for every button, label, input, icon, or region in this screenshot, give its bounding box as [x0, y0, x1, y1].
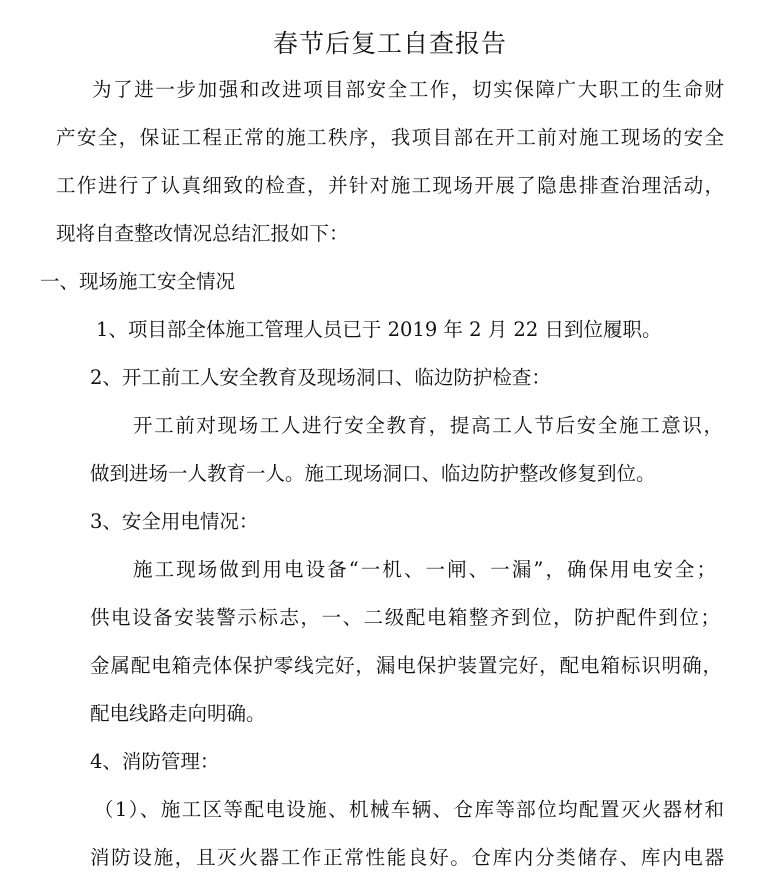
paragraph-line: 供电设备安装警示标志，一、二级配电箱整齐到位，防护配件到位；	[90, 606, 720, 629]
paragraph-line: 施工现场做到用电设备“一机、一闸、一漏”，确保用电安全；	[133, 558, 716, 581]
list-item: 4、消防管理：	[90, 750, 220, 773]
list-item: 2、开工前工人安全教育及现场洞口、临边防护检查：	[90, 366, 551, 389]
paragraph-line: （1）、施工区等配电设施、机械车辆、仓库等部位均配置灭火器材和	[94, 798, 724, 821]
document-title: 春节后复工自查报告	[272, 29, 507, 58]
paragraph-line: 为了进一步加强和改进项目部安全工作，切实保障广大职工的生命财	[92, 78, 724, 101]
paragraph-line: 现将自查整改情况总结汇报如下：	[56, 222, 349, 245]
section-heading: 一、现场施工安全情况	[40, 270, 236, 293]
paragraph-line: 做到进场一人教育一人。施工现场洞口、临边防护整改修复到位。	[90, 462, 656, 485]
paragraph-line: 工作进行了认真细致的检查，并针对施工现场开展了隐患排查治理活动，	[56, 174, 724, 197]
paragraph-line: 产安全，保证工程正常的施工秩序，我项目部在开工前对施工现场的安全	[56, 126, 724, 149]
list-item: 3、安全用电情况：	[90, 510, 259, 533]
paragraph-line: 消防设施，且灭火器工作正常性能良好。仓库内分类储存、库内电器	[90, 846, 724, 869]
paragraph-line: 金属配电箱壳体保护零线完好，漏电保护装置完好，配电箱标识明确，	[90, 654, 722, 677]
paragraph-line: 开工前对现场工人进行安全教育，提高工人节后安全施工意识，	[133, 414, 723, 437]
paragraph-line: 配电线路走向明确。	[90, 702, 266, 725]
list-item: 1、项目部全体施工管理人员已于 2019 年 2 月 22 日到位履职。	[96, 318, 662, 341]
